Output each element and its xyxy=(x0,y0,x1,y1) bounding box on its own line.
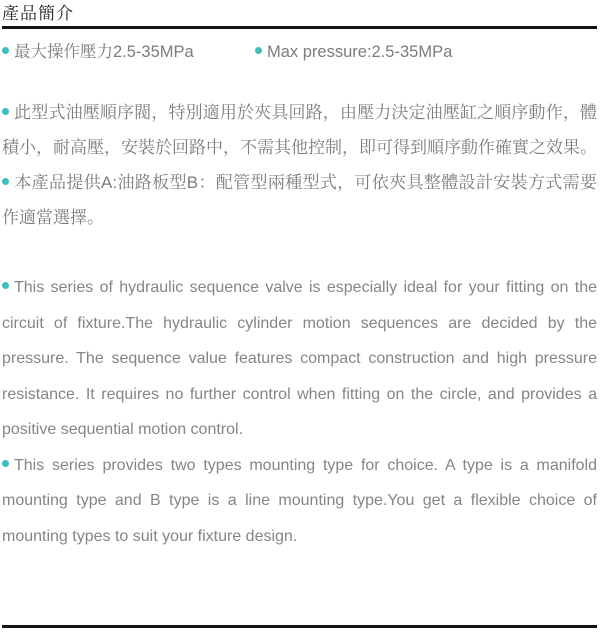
spec-item-max-pressure-zh xyxy=(2,43,255,62)
intro-en-paragraph-2 xyxy=(2,448,597,555)
spec-label-zh: 最大操作壓力2.5-35MPa xyxy=(14,43,194,61)
bullet-icon xyxy=(2,47,9,54)
intro-zh-paragraph-2 xyxy=(2,165,597,235)
intro-zh-block xyxy=(2,95,597,235)
bullet-icon xyxy=(2,178,9,185)
bullet-icon xyxy=(2,108,9,115)
intro-zh-text-2: 本產品提供A:油路板型B：配管型兩種型式，可依夾具整體設計安裝方式需要作適當選擇。 xyxy=(2,173,597,227)
intro-zh-text-1: 此型式油壓順序閥，特別適用於夾具回路，由壓力決定油壓缸之順序動作，體積小，耐高壓，安裝於回路中，不需其他控制，即可得到順序動作確實之效果。 xyxy=(2,103,597,157)
top-divider xyxy=(2,26,597,29)
intro-en-text-1: This series of hydraulic sequence valve is especially ideal for your fitting on the circuit of fixture.The hydraulic cylinder motion sequences are decided by the pressure. The sequence value features compact construction and high pressure resistance. It requires no further control when fitting on the circle, and provides a positive sequential motion control. xyxy=(2,279,597,438)
intro-en-block xyxy=(2,270,597,554)
intro-en-text-2: This series provides two types mounting type for choice. A type is a manifold mounting type and B type is a line mounting type.You get a flexible choice of mounting types to suit your fixture design. xyxy=(2,456,597,545)
bullet-icon xyxy=(2,460,9,467)
intro-zh-paragraph-1 xyxy=(2,95,597,165)
bullet-icon xyxy=(2,282,9,289)
spec-item-max-pressure-en xyxy=(255,43,452,62)
spec-label-en: Max pressure:2.5-35MPa xyxy=(267,43,453,61)
bullet-icon xyxy=(255,47,262,54)
spec-row xyxy=(2,43,597,62)
intro-en-paragraph-1 xyxy=(2,270,597,448)
page-title: 產品簡介 xyxy=(2,4,74,23)
bottom-divider xyxy=(2,625,597,628)
